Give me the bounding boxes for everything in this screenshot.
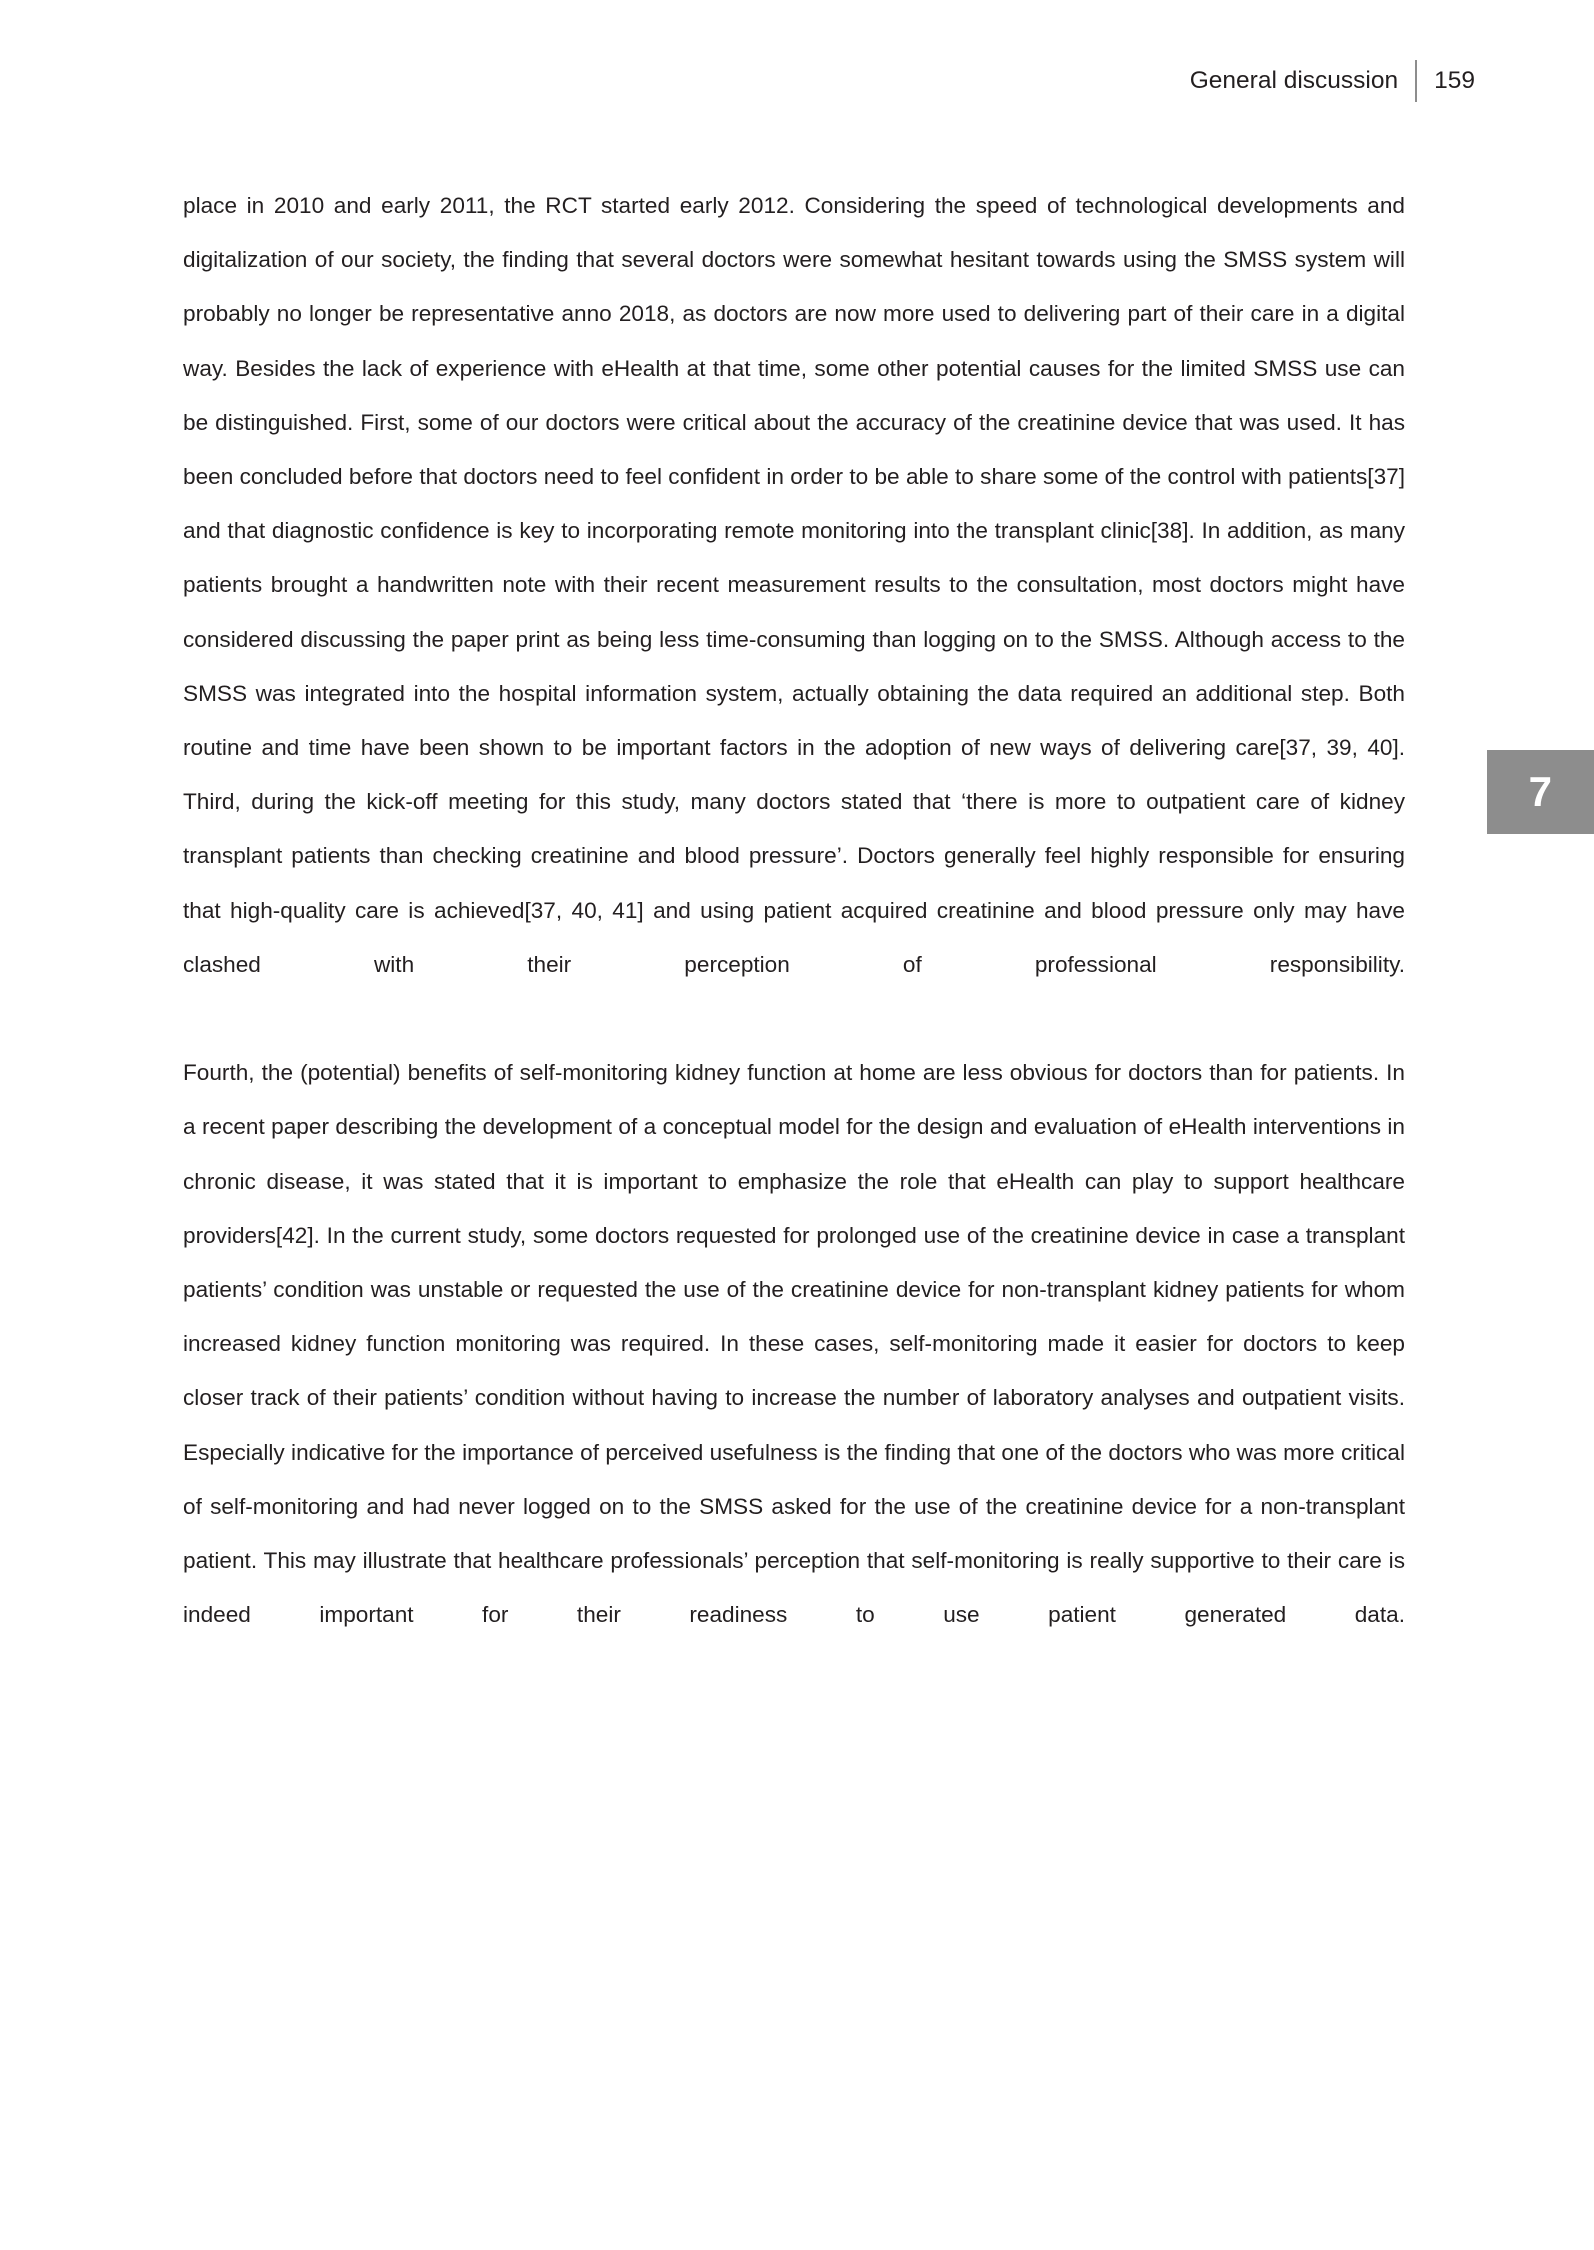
chapter-number-tab xyxy=(1487,750,1594,834)
running-header xyxy=(1190,58,1475,104)
running-header-title: General discussion xyxy=(1189,67,1399,94)
body-text xyxy=(183,179,1405,1697)
chapter-number-label: 7 xyxy=(1528,768,1553,815)
page-number: 159 xyxy=(1434,67,1475,94)
paragraph: Fourth, the (potential) benefits of self-monitoring kidney function at home are less obvious for doctors than for patients. In a recent paper describing the development of a conceptual model for the design and evaluation of eHealth interventions in chronic disease, it was stated that it is important to emphasize the role that eHealth can play to support healthcare providers[42]. In the current study, some doctors requested for prolonged use of the creatinine device in case a transplant patients’ condition was unstable or requested the use of the creatinine device for non-transplant kidney patients for whom increased kidney function monitoring was required. In these cases, self-monitoring made it easier for doctors to keep closer track of their patients’ condition without having to increase the number of laboratory analyses and outpatient visits. Especially indicative for the importance of perceived usefulness is the finding that one of the doctors who was more critical of self-monitoring and had never logged on to the SMSS asked for the use of the creatinine device for a non-transplant patient. This may illustrate that healthcare professionals’ perception that self-monitoring is really supportive to their care is indeed important for their readiness to use patient generated data. xyxy=(183,1060,1405,1628)
paragraph: place in 2010 and early 2011, the RCT started early 2012. Considering the speed of technological developments and digitalization of our society, the finding that several doctors were somewhat hesitant towards using the SMSS system will probably no longer be representative anno 2018, as doctors are now more used to delivering part of their care in a digital way. Besides the lack of experience with eHealth at that time, some other potential causes for the limited SMSS use can be distinguished. First, some of our doctors were critical about the accuracy of the creatinine device that was used. It has been concluded before that doctors need to feel confident in order to be able to share some of the control with patients[37] and that diagnostic confidence is key to incorporating remote monitoring into the transplant clinic[38]. In addition, as many patients brought a handwritten note with their recent measurement results to the consultation, most doctors might have considered discussing the paper print as being less time-consuming than logging on to the SMSS. Although access to the SMSS was integrated into the hospital information system, actually obtaining the data required an additional step. Both routine and time have been shown to be important factors in the adoption of new ways of delivering care[37, 39, 40]. Third, during the kick-off meeting for this study, many doctors stated that ‘there is more to outpatient care of kidney transplant patients than checking creatinine and blood pressure’. Doctors generally feel highly responsible for ensuring that high-quality care is achieved[37, 40, 41] and using patient acquired creatinine and blood pressure only may have clashed with their perception of professional responsibility. xyxy=(183,193,1405,977)
